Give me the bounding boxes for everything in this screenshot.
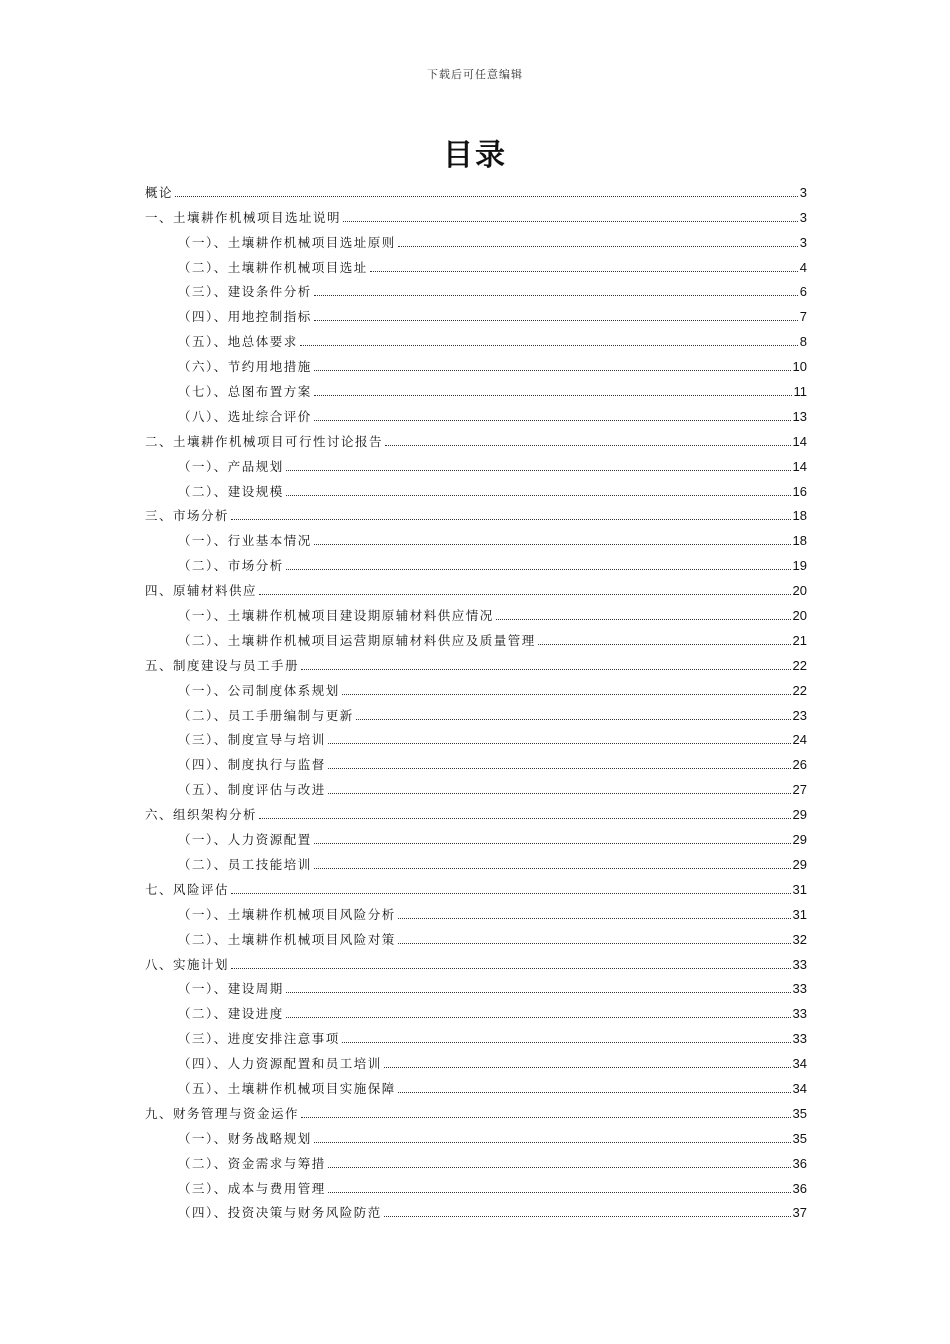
toc-entry-title: 一、土壤耕作机械项目选址说明 <box>145 209 342 225</box>
toc-page-number: 34 <box>792 1056 807 1072</box>
toc-entry-title: （二）、土壤耕作机械项目风险对策 <box>178 931 396 947</box>
toc-entry-title: 九、财务管理与资金运作 <box>145 1105 300 1121</box>
toc-entry-title: 八、实施计划 <box>145 956 230 972</box>
toc-page-number: 22 <box>792 657 807 673</box>
toc-page-number: 29 <box>792 807 807 823</box>
toc-page-number: 21 <box>792 632 807 648</box>
toc-page-number: 8 <box>799 334 807 350</box>
toc-dot-leader <box>231 893 791 894</box>
toc-entry[interactable] <box>145 699 807 724</box>
toc-dot-leader <box>343 221 798 222</box>
toc-entry-title: 五、制度建设与员工手册 <box>145 657 300 673</box>
toc-page-number: 33 <box>792 981 807 997</box>
toc-page-number: 7 <box>799 309 807 325</box>
toc-page-number: 37 <box>792 1205 807 1221</box>
toc-entry[interactable] <box>145 1097 807 1122</box>
toc-entry-title: （一）、人力资源配置 <box>178 832 312 848</box>
toc-entry-title: （一）、公司制度体系规划 <box>178 682 340 698</box>
toc-dot-leader <box>300 345 798 346</box>
toc-entry-title: 概论 <box>145 184 174 200</box>
toc-entry-title: 七、风险评估 <box>145 881 230 897</box>
toc-dot-leader <box>314 544 791 545</box>
toc-entry[interactable] <box>145 773 807 798</box>
toc-entry[interactable] <box>145 176 807 201</box>
toc-dot-leader <box>314 320 798 321</box>
toc-entry-title: （六）、节约用地措施 <box>178 359 312 375</box>
toc-dot-leader <box>286 569 791 570</box>
toc-page-number: 14 <box>792 458 807 474</box>
toc-page-number: 20 <box>792 583 807 599</box>
toc-dot-leader <box>385 445 791 446</box>
toc-entry[interactable] <box>145 1147 807 1172</box>
toc-page-number: 11 <box>793 384 807 400</box>
toc-entry[interactable] <box>145 873 807 898</box>
toc-dot-leader <box>314 1142 791 1143</box>
toc-entry-title: （二）、员工手册编制与更新 <box>178 707 354 723</box>
toc-entry[interactable] <box>145 1047 807 1072</box>
toc-dot-leader <box>314 843 791 844</box>
toc-dot-leader <box>328 1167 791 1168</box>
toc-dot-leader <box>259 594 791 595</box>
toc-dot-leader <box>314 868 791 869</box>
toc-page-number: 14 <box>792 433 807 449</box>
toc-dot-leader <box>342 694 791 695</box>
toc-page-number: 33 <box>792 956 807 972</box>
toc-entry-title: （二）、资金需求与筹措 <box>178 1155 326 1171</box>
toc-dot-leader <box>328 1192 791 1193</box>
toc-page-number: 24 <box>792 732 807 748</box>
toc-dot-leader <box>314 420 791 421</box>
toc-page-number: 35 <box>792 1130 807 1146</box>
toc-entry[interactable] <box>145 251 807 276</box>
toc-page-number: 34 <box>792 1080 807 1096</box>
toc-page-number: 23 <box>792 707 807 723</box>
toc-entry[interactable] <box>145 201 807 226</box>
toc-entry[interactable] <box>145 848 807 873</box>
toc-entry-title: （一）、建设周期 <box>178 981 284 997</box>
toc-entry[interactable] <box>145 226 807 251</box>
toc-entry-title: （二）、员工技能培训 <box>178 856 312 872</box>
toc-page-number: 4 <box>799 259 807 275</box>
toc-entry[interactable] <box>145 500 807 525</box>
toc-page-number: 31 <box>792 906 807 922</box>
toc-entry-title: （四）、用地控制指标 <box>178 309 312 325</box>
toc-entry-title: （八）、选址综合评价 <box>178 408 312 424</box>
toc-dot-leader <box>231 968 791 969</box>
toc-dot-leader <box>384 1067 791 1068</box>
toc-dot-leader <box>286 495 791 496</box>
toc-entry[interactable] <box>145 425 807 450</box>
toc-entry-title: （二）、建设规模 <box>178 483 284 499</box>
toc-entry[interactable] <box>145 923 807 948</box>
toc-entry[interactable] <box>145 1122 807 1147</box>
toc-dot-leader <box>286 470 791 471</box>
toc-entry[interactable] <box>145 574 807 599</box>
toc-page-number: 18 <box>792 508 807 524</box>
toc-entry[interactable] <box>145 350 807 375</box>
toc-entry[interactable] <box>145 450 807 475</box>
toc-page-number: 26 <box>792 757 807 773</box>
toc-entry[interactable] <box>145 748 807 773</box>
toc-entry[interactable] <box>145 823 807 848</box>
toc-entry-title: （五）、地总体要求 <box>178 334 298 350</box>
toc-dot-leader <box>398 918 791 919</box>
toc-entry[interactable] <box>145 325 807 350</box>
toc-entry-title: （一）、行业基本情况 <box>178 533 312 549</box>
toc-dot-leader <box>328 743 791 744</box>
toc-dot-leader <box>384 1216 791 1217</box>
toc-page-number: 29 <box>792 832 807 848</box>
toc-page-number: 33 <box>792 1031 807 1047</box>
toc-page-number: 29 <box>792 856 807 872</box>
toc-entry[interactable] <box>145 798 807 823</box>
toc-page-number: 35 <box>792 1105 807 1121</box>
toc-entry-title: （七）、总图布置方案 <box>178 384 312 400</box>
toc-page-number: 19 <box>792 558 807 574</box>
toc-entry-title: （一）、财务战略规划 <box>178 1130 312 1146</box>
toc-dot-leader <box>314 370 791 371</box>
toc-entry-title: （四）、制度执行与监督 <box>178 757 326 773</box>
toc-dot-leader <box>356 719 791 720</box>
toc-dot-leader <box>314 295 798 296</box>
toc-entry-title: 三、市场分析 <box>145 508 230 524</box>
toc-entry[interactable] <box>145 997 807 1022</box>
toc-page-number: 3 <box>799 209 807 225</box>
table-of-contents <box>145 176 807 1221</box>
toc-entry[interactable] <box>145 724 807 749</box>
page-title: 目录 <box>443 138 507 173</box>
toc-page-number: 36 <box>792 1155 807 1171</box>
toc-page-number: 3 <box>799 184 807 200</box>
toc-entry-title: （二）、土壤耕作机械项目运营期原辅材料供应及质量管理 <box>178 632 536 648</box>
toc-dot-leader <box>301 1117 791 1118</box>
toc-entry-title: （四）、人力资源配置和员工培训 <box>178 1056 382 1072</box>
toc-entry-title: （二）、建设进度 <box>178 1006 284 1022</box>
toc-dot-leader <box>286 992 791 993</box>
toc-page-number: 36 <box>792 1180 807 1196</box>
toc-entry-title: （一）、产品规划 <box>178 458 284 474</box>
toc-entry-title: 四、原辅材料供应 <box>145 583 258 599</box>
toc-dot-leader <box>398 943 791 944</box>
toc-page-number: 3 <box>799 234 807 250</box>
toc-entry[interactable] <box>145 1172 807 1197</box>
toc-entry[interactable] <box>145 599 807 624</box>
toc-entry-title: （一）、土壤耕作机械项目选址原则 <box>178 234 396 250</box>
toc-entry-title: （三）、建设条件分析 <box>178 284 312 300</box>
toc-dot-leader <box>259 818 791 819</box>
toc-entry[interactable] <box>145 674 807 699</box>
toc-entry-title: 二、土壤耕作机械项目可行性讨论报告 <box>145 433 384 449</box>
toc-entry[interactable] <box>145 475 807 500</box>
toc-entry-title: 六、组织架构分析 <box>145 807 258 823</box>
toc-dot-leader <box>328 793 791 794</box>
toc-entry[interactable] <box>145 524 807 549</box>
toc-entry-title: （一）、土壤耕作机械项目建设期原辅材料供应情况 <box>178 608 494 624</box>
toc-page-number: 6 <box>799 284 807 300</box>
toc-page-number: 32 <box>792 931 807 947</box>
toc-entry[interactable] <box>145 549 807 574</box>
toc-page-number: 20 <box>792 608 807 624</box>
toc-page-number: 27 <box>792 782 807 798</box>
toc-entry[interactable] <box>145 1072 807 1097</box>
toc-dot-leader <box>231 519 791 520</box>
toc-dot-leader <box>496 619 791 620</box>
toc-entry-title: （二）、市场分析 <box>178 558 284 574</box>
toc-dot-leader <box>370 271 798 272</box>
toc-entry[interactable] <box>145 400 807 425</box>
toc-entry-title: （五）、制度评估与改进 <box>178 782 326 798</box>
toc-entry[interactable] <box>145 973 807 998</box>
toc-entry[interactable] <box>145 300 807 325</box>
toc-entry[interactable] <box>145 898 807 923</box>
toc-page-number: 33 <box>792 1006 807 1022</box>
toc-entry[interactable] <box>145 948 807 973</box>
toc-dot-leader <box>314 395 792 396</box>
toc-page-number: 13 <box>792 408 807 424</box>
toc-dot-leader <box>398 1092 791 1093</box>
toc-entry[interactable] <box>145 375 807 400</box>
toc-dot-leader <box>175 196 798 197</box>
toc-entry[interactable] <box>145 649 807 674</box>
toc-entry[interactable] <box>145 624 807 649</box>
toc-dot-leader <box>398 246 798 247</box>
toc-page-number: 22 <box>792 682 807 698</box>
toc-entry-title: （一）、土壤耕作机械项目风险分析 <box>178 906 396 922</box>
toc-entry-title: （三）、成本与费用管理 <box>178 1180 326 1196</box>
toc-dot-leader <box>342 1042 791 1043</box>
toc-entry-title: （二）、土壤耕作机械项目选址 <box>178 259 368 275</box>
toc-entry-title: （五）、土壤耕作机械项目实施保障 <box>178 1080 396 1096</box>
toc-page-number: 16 <box>792 483 807 499</box>
toc-page-number: 18 <box>792 533 807 549</box>
toc-entry-title: （三）、进度安排注意事项 <box>178 1031 340 1047</box>
page-header-note: 下载后可任意编辑 <box>427 68 523 81</box>
toc-entry-title: （四）、投资决策与财务风险防范 <box>178 1205 382 1221</box>
toc-dot-leader <box>286 1017 791 1018</box>
toc-dot-leader <box>538 644 791 645</box>
toc-dot-leader <box>328 768 791 769</box>
toc-dot-leader <box>301 669 791 670</box>
toc-page-number: 31 <box>792 881 807 897</box>
toc-entry[interactable] <box>145 1197 807 1222</box>
toc-page-number: 10 <box>792 359 807 375</box>
toc-entry-title: （三）、制度宣导与培训 <box>178 732 326 748</box>
toc-entry[interactable] <box>145 1022 807 1047</box>
toc-entry[interactable] <box>145 276 807 301</box>
